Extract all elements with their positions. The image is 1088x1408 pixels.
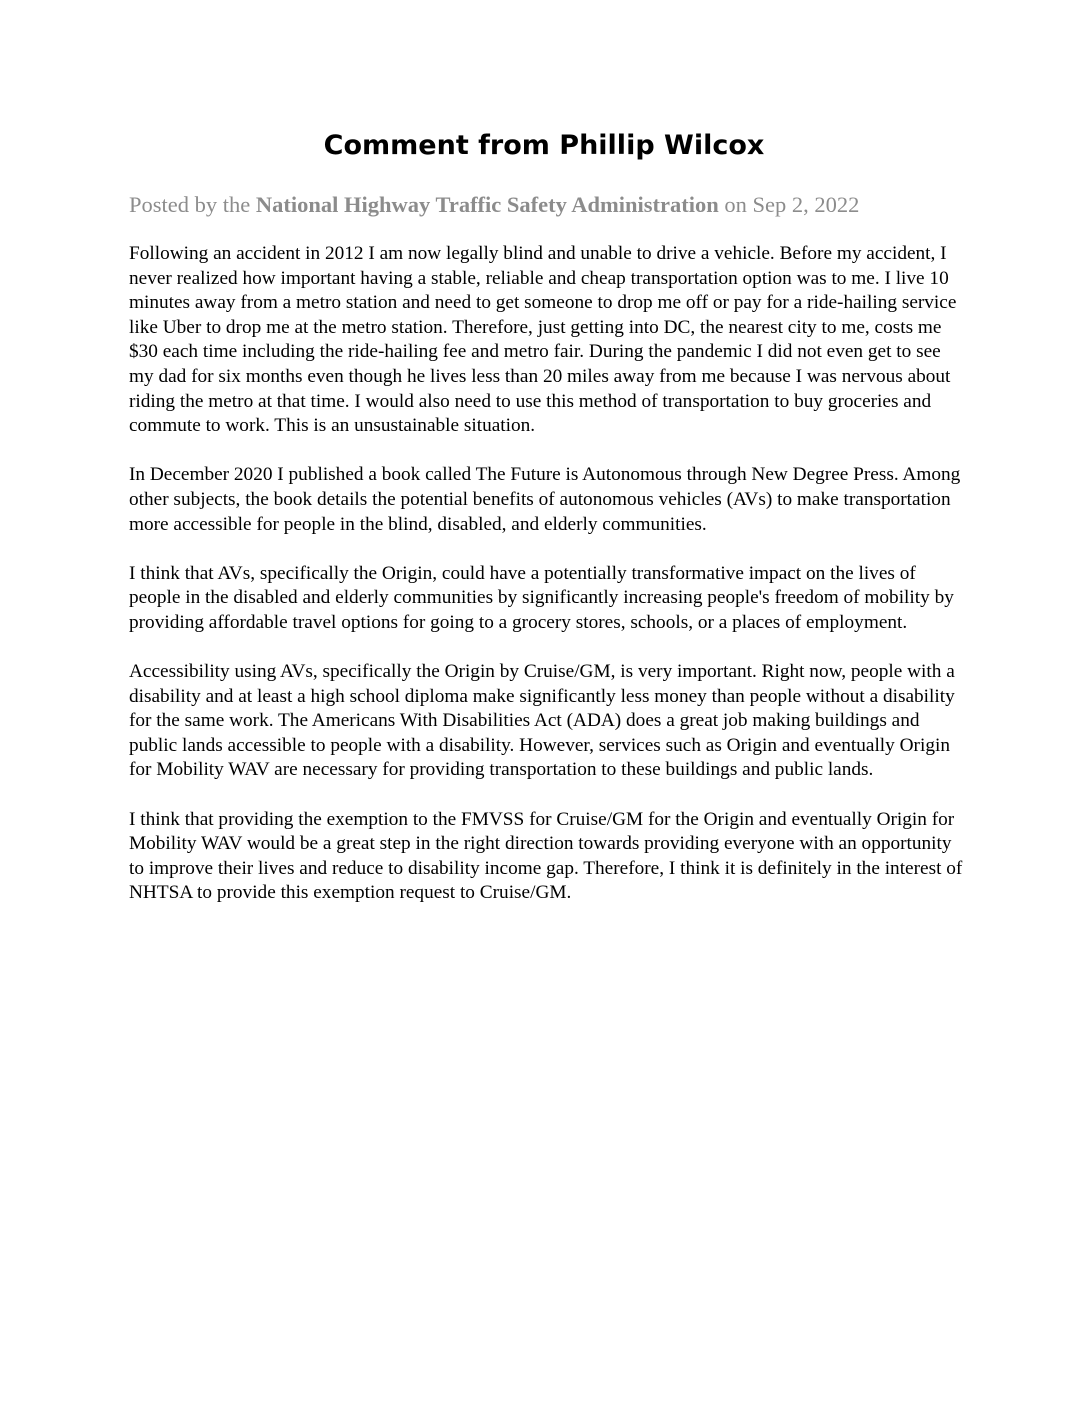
comment-body (129, 242, 969, 931)
posted-by-agency: National Highway Traffic Safety Administration (255, 192, 719, 217)
comment-paragraph: Accessibility using AVs, specifically the Origin by Cruise/GM, is very important. Right now, people with a disability and at least a high school diploma make significantly less money than people without a disability for the same work. The Americans With Disabilities Act (ADA) does a great job making buildings and public lands accessible to people with a disability. However, services such as Origin and eventually Origin for Mobility WAV are necessary for providing transportation to these buildings and public lands. (129, 661, 955, 781)
comment-paragraph: I think that AVs, specifically the Origin, could have a potentially transformative impact on the lives of people in the disabled and elderly communities by significantly increasing people's freedom of mobility by providing affordable travel options for going to a grocery stores, schools, or a places of employment. (129, 562, 954, 633)
posted-by-line (129, 190, 969, 220)
posted-date: on Sep 2, 2022 (724, 192, 860, 217)
posted-by-prefix: Posted by the (129, 192, 251, 217)
comment-paragraph: Following an accident in 2012 I am now legally blind and unable to drive a vehicle. Before my accident, I never realized how important having a stable, reliable and cheap transportation option was to me. I live 10 minutes away from a metro station and need to get someone to drop me off or pay for a ride-hailing service like Uber to drop me at the metro station. Therefore, just getting into DC, the nearest city to me, costs me $30 each time including the ride-hailing fee and metro fair. During the pandemic I did not even get to see my dad for six months even though he lives less than 20 miles away from me because I was nervous about riding the metro at that time. I would also need to use this method of transportation to buy groceries and commute to work. This is an unsustainable situation. (129, 243, 957, 437)
comment-paragraph: In December 2020 I published a book called The Future is Autonomous through New Degree Press. Among other subjects, the book details the potential benefits of autonomous vehicles (AVs) to make transportation more accessible for people in the blind, disabled, and elderly communities. (129, 464, 961, 535)
page-title: Comment from Phillip Wilcox (323, 130, 765, 161)
comment-paragraph: I think that providing the exemption to the FMVSS for Cruise/GM for the Origin and eventually Origin for Mobility WAV would be a great step in the right direction towards providing everyone with an opportunity to improve their lives and reduce to disability income gap. Therefore, I think it is definitely in the interest of NHTSA to provide this exemption request to Cruise/GM. (129, 808, 963, 904)
